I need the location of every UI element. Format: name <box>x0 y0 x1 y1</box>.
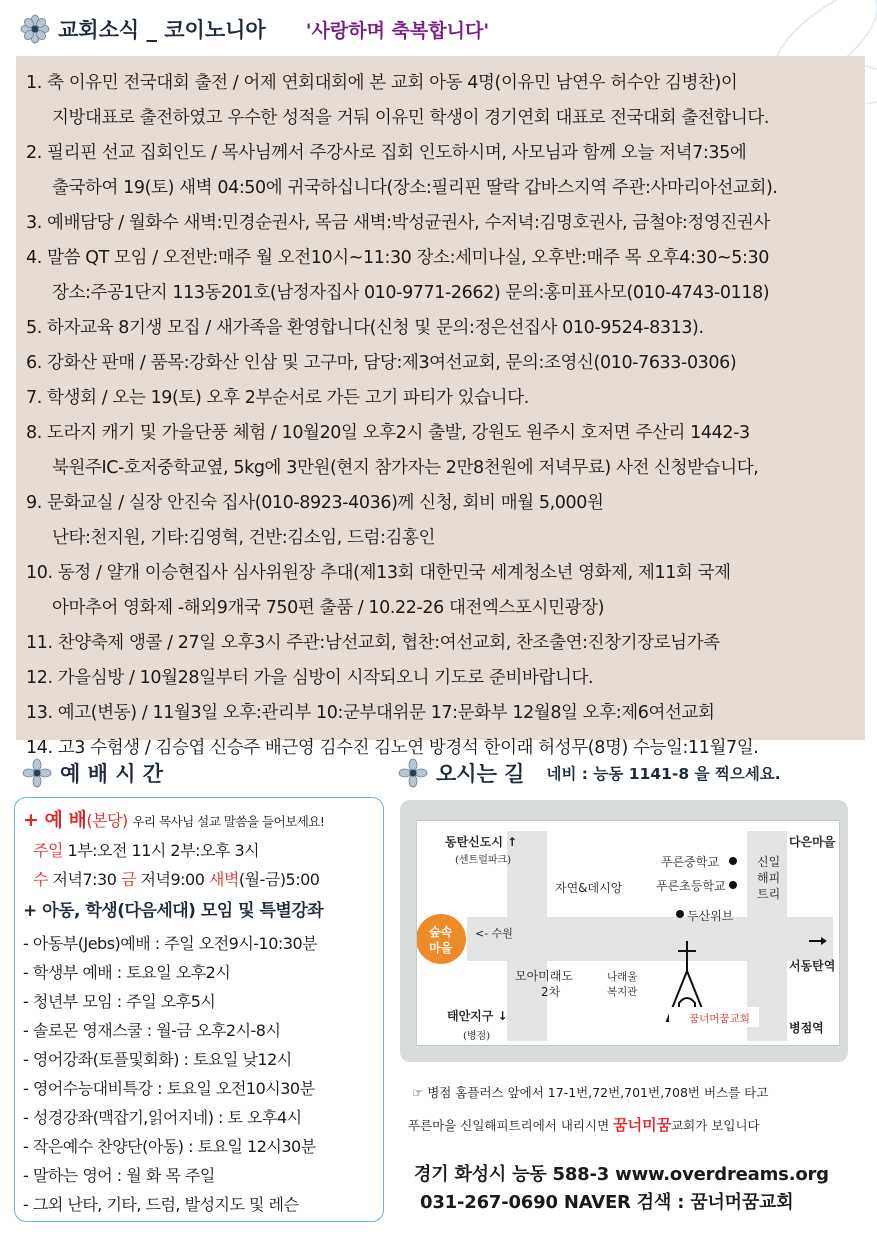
bus-info-line2 <box>408 1114 760 1135</box>
main-worship-note: 우리 목사님 설교 말씀을 들어보세요! <box>132 814 325 829</box>
program-item: - 그외 난타, 기타, 드럼, 발성지도 및 레슨 <box>23 1195 299 1214</box>
main-worship-row <box>23 806 375 836</box>
program-item: - 솔로몬 영재스쿨 : 월-금 오후2시-8시 <box>23 1021 281 1040</box>
news-line: 지방대표로 출전하였고 우수한 성적을 거둬 이유민 학생이 경기연회 대표로 전국대회 출전합니다. <box>52 108 769 128</box>
bus-info-text: 교회가 보입니다 <box>671 1118 760 1133</box>
map-label-doosan: 두산위브 <box>687 909 734 923</box>
bus-info-line1 <box>412 1083 768 1101</box>
news-line: 4. 말씀 QT 모임 / 오전반:매주 월 오전10시~11:30 장소:세미나실, 오후반:매주 목 오후4:30~5:30 <box>26 248 769 268</box>
church-name-highlight: 꿈너미꿈 <box>613 1116 672 1134</box>
worship-title: 예 배 시 간 <box>60 762 164 786</box>
wed-time: 저녁7:30 <box>47 870 121 889</box>
navi-text: 네비 : 능동 1141-8 을 찍으세요. <box>546 765 781 783</box>
map-label-sinil: 신일 <box>757 855 781 869</box>
news-line: 아마추어 영화제 -해외9개국 750편 출품 / 10.22-26 대전엑스포시민광장) <box>52 598 605 618</box>
news-line: 3. 예배담당 / 월화수 새벽:민경순권사, 목금 새벽:박성균권사, 수저녁:김명호권사, 금철야:정영진권사 <box>26 213 770 233</box>
news-line: 13. 예고(변동) / 11월3일 오후:관리부 10:군부대위문 17:문화부 12월8일 오후:제6여선교회 <box>26 703 715 723</box>
news-line: 12. 가을심방 / 10월28일부터 가을 심방이 시작되오니 기도로 준비바랍니다. <box>26 668 594 688</box>
map-label-narae: 복지관 <box>607 986 638 998</box>
bus-info-text: 병점 홈플러스 앞에서 17-1번,72번,701번,708번 버스를 타고 <box>427 1085 769 1100</box>
map-label-supsok: 숲속 <box>429 925 453 939</box>
program-item: - 영어수능대비특강 : 토요일 오전10시30분 <box>23 1079 315 1098</box>
worship-header <box>22 758 163 788</box>
program-item: - 학생부 예배 : 토요일 오후2시 <box>23 963 231 982</box>
news-line: 2. 필리핀 선교 집회인도 / 목사님께서 주강사로 집회 인도하시며, 사모님과 함께 오늘 저녁7:35에 <box>26 143 747 163</box>
map-label-jayeon: 자연&데시앙 <box>555 881 623 895</box>
flower-icon <box>20 14 50 44</box>
program-item: - 아동부(Jebs)예배 : 주일 오전9시-10:30분 <box>23 934 318 953</box>
sunday-times: 1부:오전 11시 2부:오후 3시 <box>62 841 260 860</box>
news-line: 11. 찬양축제 앵콜 / 27일 오후3시 주관:남선교회, 협찬:여선교회, 찬조출연:진창기장로님가족 <box>26 633 720 653</box>
wed-label: 수 <box>33 870 48 889</box>
main-worship-head: + 예 배 <box>23 809 87 831</box>
sunday-row <box>23 836 375 865</box>
dawn-label: 새벽 <box>208 870 239 889</box>
worship-box <box>14 797 384 1222</box>
news-line: 출국하여 19(토) 새벽 04:50에 귀국하십니다(장소:필리핀 딸락 갑바스지역 주관:사마리아선교회). <box>52 178 778 198</box>
map-label-church: 꿈너머꿈교회 <box>689 1013 750 1025</box>
map-label-dongtan: 동탄신도시 ↑ <box>445 835 518 849</box>
news-line: 난타:천지원, 기타:김영혁, 건반:김소임, 드럼:김홍인 <box>52 528 436 548</box>
pointing-hand-icon: ☞ <box>412 1085 428 1100</box>
news-line: 14. 고3 수험생 / 김승엽 신승주 배근영 김수진 김노연 방경석 한이래 허성무(8명) 수능일:11월7일. <box>26 738 759 758</box>
news-line: 6. 강화산 판매 / 품목:강화산 인삼 및 고구마, 담당:제3여선교회, 문의:조영신(010-7633-0306) <box>26 353 737 373</box>
map-label-pureun-ele: 푸른초등학교 <box>656 879 726 893</box>
sunday-label: 주일 <box>33 841 63 860</box>
flower-icon <box>398 758 428 788</box>
map-label-taean: 태안지구 ↓ <box>447 1009 508 1023</box>
news-title: 교회소식 _ 코이노니아 <box>58 18 266 42</box>
news-line: 7. 학생회 / 오는 19(토) 오후 2부순서로 가든 고기 파티가 있습니다. <box>26 388 529 408</box>
map-label-moa: 모아미래도 <box>515 969 573 983</box>
kids-head: + 아동, 학생(다음세대) 모임 및 특별강좌 <box>23 901 324 921</box>
news-line: 장소:주공1단지 113동201호(남정자집사 010-9771-2662) 문의:홍미표사모(010-4743-0118) <box>52 283 770 303</box>
news-line: 1. 축 이유민 전국대회 출전 / 어제 연회대회에 본 교회 아동 4명(이유민 남연우 허수안 김병찬)이 <box>26 73 738 93</box>
program-item: - 영어강좌(토플및회화) : 토요일 낮12시 <box>23 1050 292 1069</box>
news-slogan: '사랑하며 축복합니다' <box>305 19 490 42</box>
map <box>416 820 840 1046</box>
news-line: 5. 하자교육 8기생 모집 / 새가족을 환영합니다(신청 및 문의:정은선집사 010-9524-8313). <box>26 318 704 338</box>
program-item: - 작은예수 찬양단(아동) : 토요일 12시30분 <box>23 1137 316 1156</box>
news-line: 10. 동정 / 얄개 이승현집사 심사위원장 추대(제13회 대한민국 세계청소년 영화제, 제11회 국제 <box>26 563 731 583</box>
directions-title: 오시는 길 <box>436 762 525 786</box>
map-label-byeongjeom: 병점역 <box>789 1021 824 1035</box>
bus-info-text: 푸른마을 신일해피트리에서 내리시면 <box>408 1118 614 1133</box>
program-item: - 말하는 영어 : 월 화 목 주일 <box>23 1166 215 1185</box>
fri-time: 저녁9:00 <box>135 870 209 889</box>
news-list <box>16 56 865 758</box>
news-line: 8. 도라지 캐기 및 가을단풍 체험 / 10월20일 오후2시 출발, 강원도 원주시 호저면 주산리 1442-3 <box>26 423 750 443</box>
flower-icon <box>22 758 52 788</box>
map-label-damaeul: 다은마을 <box>789 835 836 849</box>
news-line: 9. 문화교실 / 실장 안진숙 집사(010-8923-4036)께 신청, 회비 매월 5,000원 <box>26 493 604 513</box>
news-line: 북원주IC-호저중학교옆, 5kg에 3만원(현지 참가자는 2만8천원에 저녁무료) 사전 신청받습니다, <box>52 458 759 478</box>
map-label-taean-sub: (병점) <box>463 1031 491 1042</box>
dawn-time: (월-금)5:00 <box>238 870 320 889</box>
phone-and-search: 031-267-0690 NAVER 검색 : 꿈너머꿈교회 <box>420 1192 794 1213</box>
directions-header <box>398 758 781 788</box>
map-label-sinil: 트리 <box>757 887 781 901</box>
weekday-row <box>23 865 375 894</box>
map-label-suwon: <- 수원 <box>475 927 513 940</box>
address: 경기 화성시 능동 588-3 www.overdreams.org <box>414 1164 829 1185</box>
news-header <box>20 14 489 44</box>
map-label-seodongtan: 서동탄역 <box>789 959 836 973</box>
fri-label: 금 <box>120 870 136 889</box>
program-item: - 청년부 모임 : 주일 오후5시 <box>23 992 216 1011</box>
program-item: - 성경강좌(맥잡기,읽어지네) : 토 오후4시 <box>23 1108 302 1127</box>
map-label-moa: 2차 <box>541 985 561 999</box>
map-label-pureun-mid: 푸른중학교 <box>661 855 719 869</box>
map-label-dongtan-sub: (센트럴파크) <box>455 855 512 866</box>
map-label-sinil: 해피 <box>757 871 781 885</box>
map-label-supsok: 마을 <box>429 941 453 955</box>
main-worship-loc: (본당) <box>86 811 128 830</box>
map-label-narae: 나래울 <box>607 971 638 983</box>
